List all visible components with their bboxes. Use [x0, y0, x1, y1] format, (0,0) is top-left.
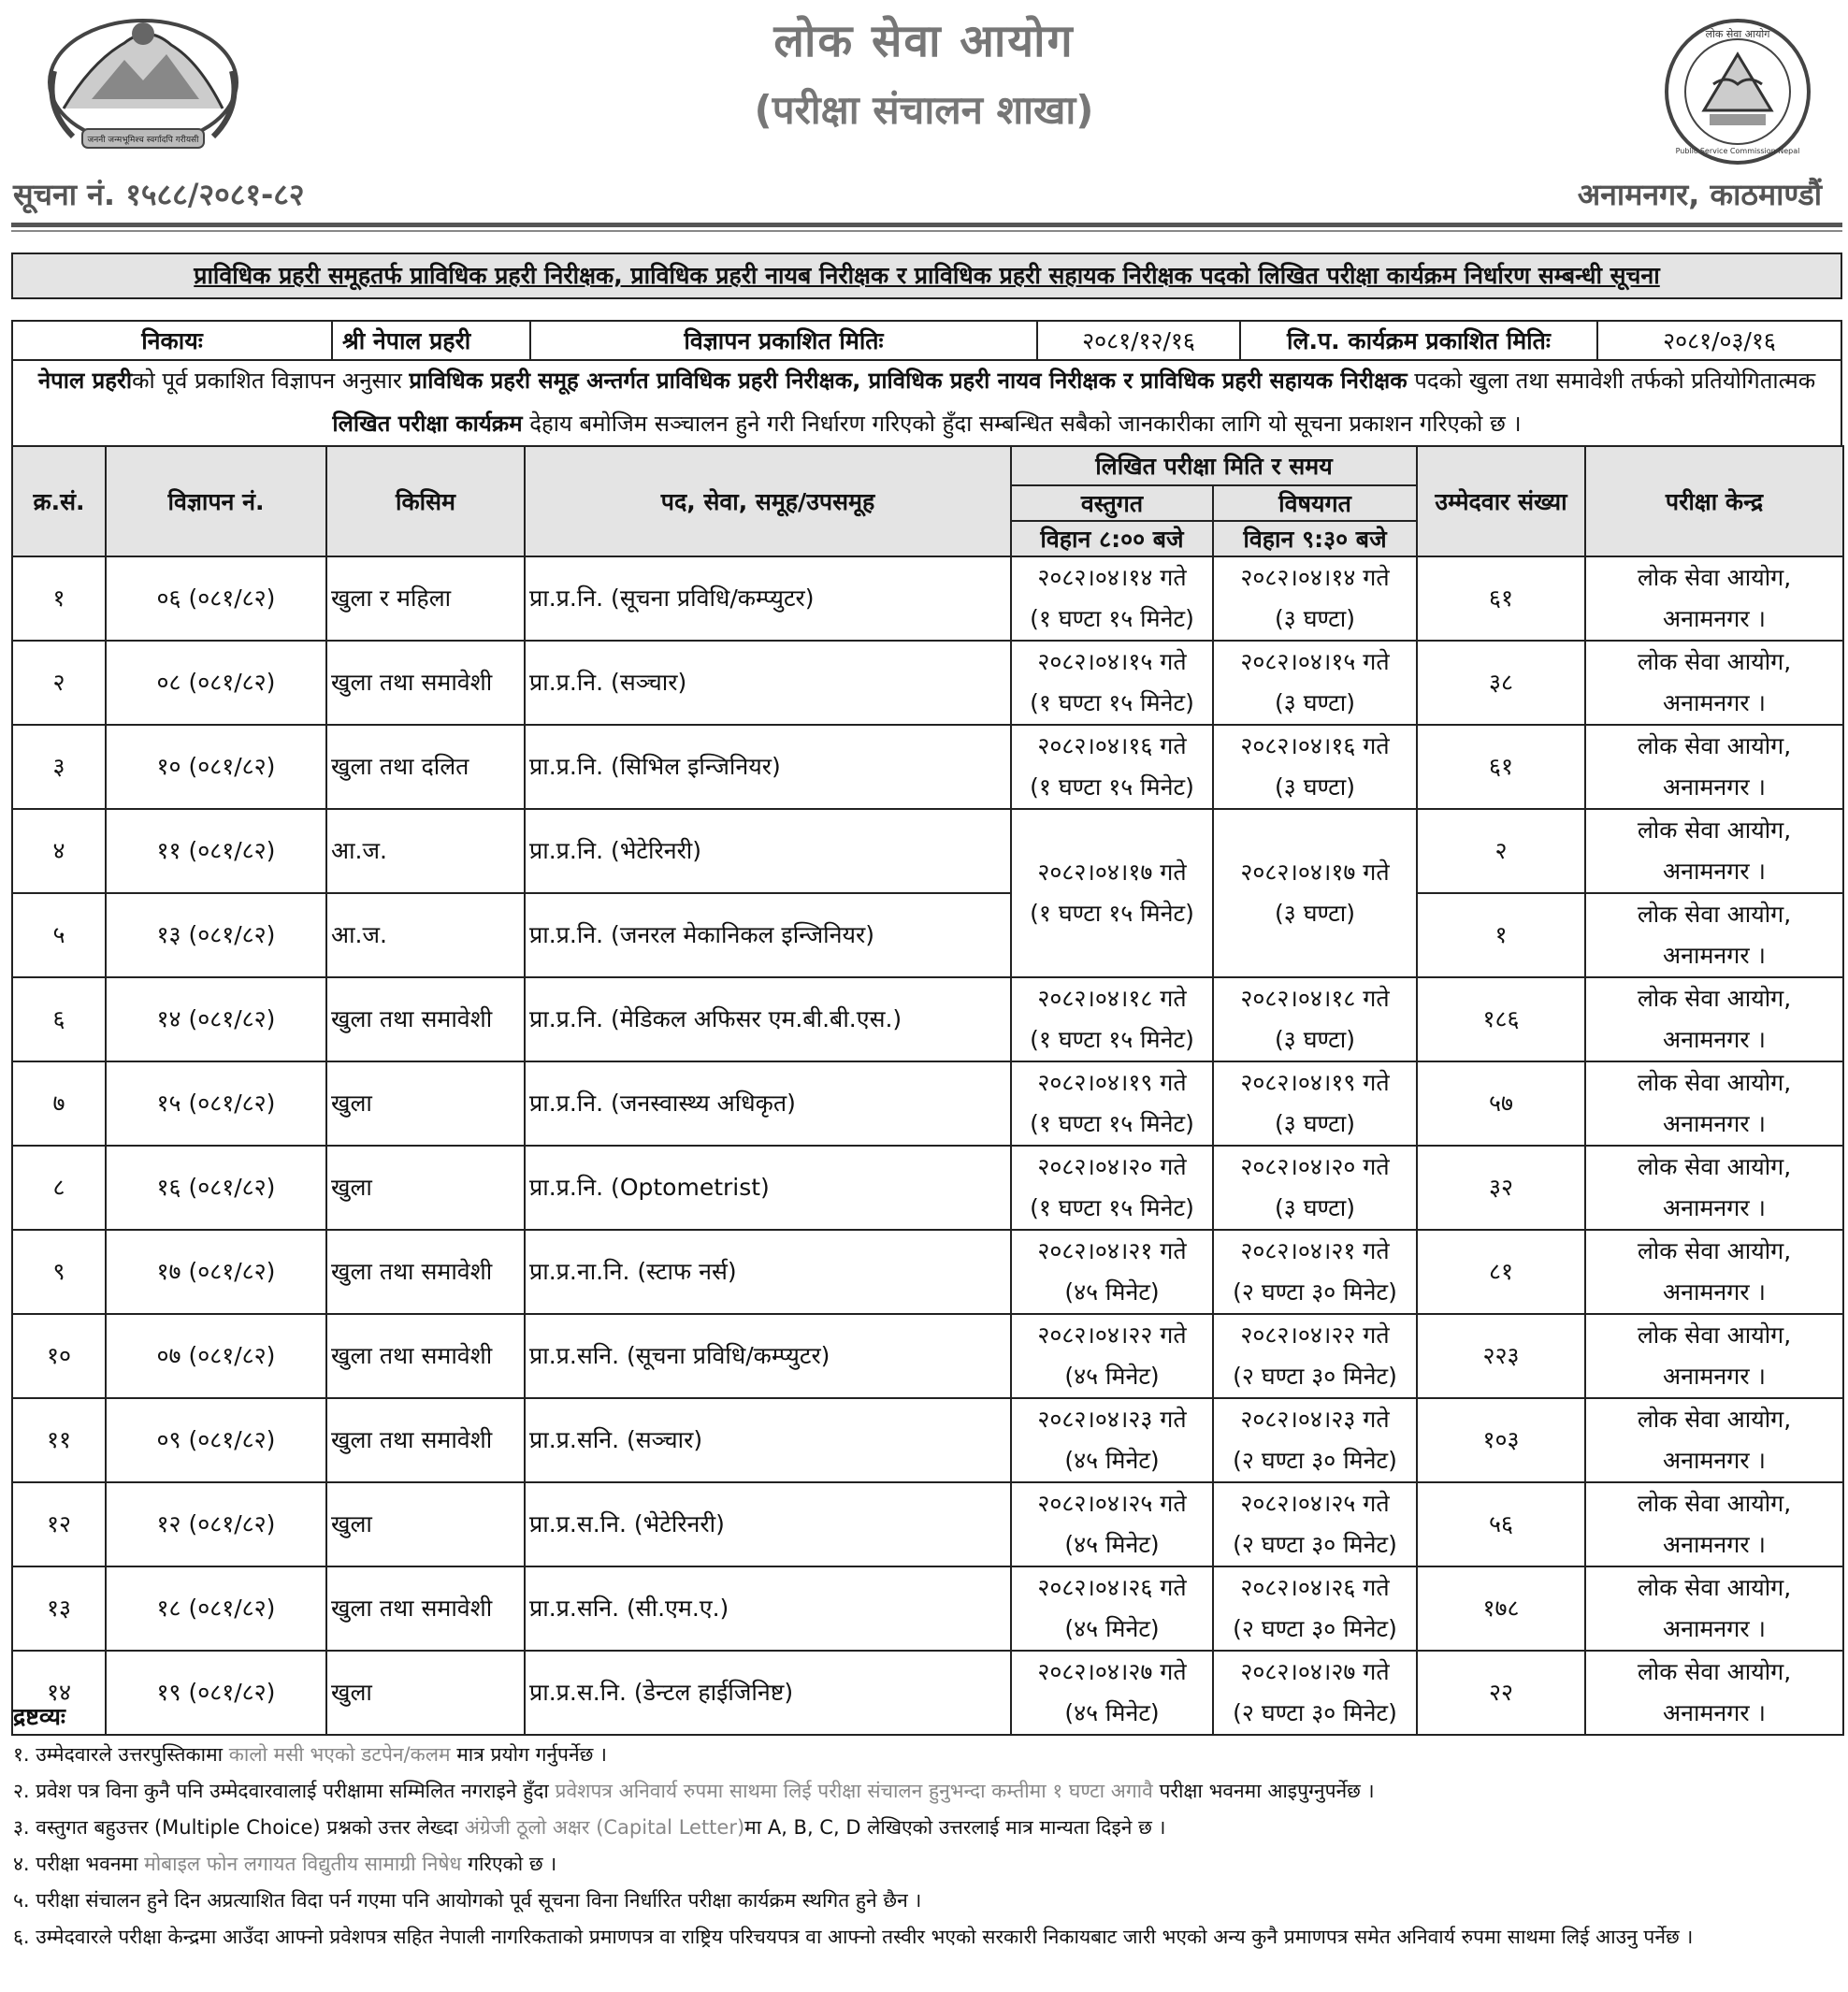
table-row [12, 1230, 1843, 1314]
row-objective [1011, 556, 1213, 641]
subjective-duration: (३ घण्टा) [1275, 900, 1355, 927]
header-type: किसिम [326, 446, 525, 556]
row-type: आ.ज. [326, 809, 525, 893]
center-name: लोक सेवा आयोग, [1637, 1406, 1792, 1433]
row-center [1585, 1061, 1843, 1146]
header-candidates: उम्मेदवार संख्या [1417, 446, 1585, 556]
row-center [1585, 1314, 1843, 1398]
center-place: अनामनगर । [1663, 1110, 1767, 1137]
header-subjective-time: विहान ९:३० बजे [1213, 521, 1417, 556]
subjective-date: २०८२।०४।२१ गते [1240, 1237, 1390, 1264]
table-row [12, 556, 1843, 641]
note-item [13, 1846, 1837, 1883]
exam-schedule-table [11, 445, 1844, 1736]
notice-number: सूचना नं. १५८८/२०८१-८२ [13, 177, 305, 212]
row-candidates: १८६ [1417, 977, 1585, 1061]
objective-date: २०८२।०४।२३ गते [1037, 1406, 1187, 1433]
body-value: श्री नेपाल प्रहरी [332, 321, 530, 360]
center-place: अनामनगर । [1663, 1699, 1767, 1726]
objective-date: २०८२।०४।२६ गते [1037, 1574, 1187, 1601]
objective-duration: (४५ मिनेट) [1064, 1531, 1160, 1558]
row-ad-no: १९ (०८१/८२) [106, 1651, 326, 1735]
row-type: खुला तथा समावेशी [326, 641, 525, 725]
intro-posts: प्राविधिक प्रहरी समूह अन्तर्गत प्राविधिक प्रहरी निरीक्षक, प्राविधिक प्रहरी नायव निरीक्षक र प्राविधिक प्रहरी सहायक निरीक्षक [409, 368, 1408, 394]
objective-duration: (१ घण्टा १५ मिनेट) [1030, 1110, 1194, 1137]
table-row [12, 641, 1843, 725]
row-subjective [1213, 1314, 1417, 1398]
header-objective: वस्तुगत [1011, 485, 1213, 521]
row-sn: ११ [12, 1398, 106, 1482]
row-objective [1011, 725, 1213, 809]
subjective-date: २०८२।०४।१६ गते [1240, 732, 1390, 759]
row-post: प्रा.प्र.सनि. (सूचना प्रविधि/कम्प्युटर) [525, 1314, 1011, 1398]
row-sn: ७ [12, 1061, 106, 1146]
row-post: प्रा.प्र.स.नि. (भेटेरिनरी) [525, 1482, 1011, 1566]
row-candidates: १७८ [1417, 1566, 1585, 1651]
note-text: मा A, B, C, D लेखिएको उत्तरलाई मात्र मान्यता दिइने छ । [744, 1816, 1166, 1839]
row-post: प्रा.प्र.नि. (जनस्वास्थ्य अधिकृत) [525, 1061, 1011, 1146]
objective-date: २०८२।०४।२० गते [1037, 1153, 1187, 1180]
row-sn: ४ [12, 809, 106, 893]
table-row [12, 725, 1843, 809]
header-center: परीक्षा केन्द्र [1585, 446, 1843, 556]
row-candidates: ६१ [1417, 725, 1585, 809]
program-date-value: २०८१/०३/१६ [1597, 321, 1841, 360]
notes-heading: द्रष्टव्यः [13, 1703, 65, 1730]
row-post: प्रा.प्र.ना.नि. (स्टाफ नर्स) [525, 1230, 1011, 1314]
subjective-duration: (३ घण्टा) [1275, 1194, 1355, 1221]
row-post: प्रा.प्र.नि. (जनरल मेकानिकल इन्जिनियर) [525, 893, 1011, 977]
center-name: लोक सेवा आयोग, [1637, 985, 1792, 1012]
row-type: खुला [326, 1651, 525, 1735]
objective-duration: (१ घण्टा १५ मिनेट) [1030, 1194, 1194, 1221]
header-ad-no: विज्ञापन नं. [106, 446, 326, 556]
table-row [12, 1146, 1843, 1230]
center-name: लोक सेवा आयोग, [1637, 1658, 1792, 1685]
center-place: अनामनगर । [1663, 1531, 1767, 1558]
row-candidates: ५७ [1417, 1061, 1585, 1146]
header-objective-time: विहान ८:०० बजे [1011, 521, 1213, 556]
row-post: प्रा.प्र.नि. (सूचना प्रविधि/कम्प्युटर) [525, 556, 1011, 641]
center-name: लोक सेवा आयोग, [1637, 1574, 1792, 1601]
row-ad-no: १८ (०८१/८२) [106, 1566, 326, 1651]
note-text: ३. वस्तुगत बहुउत्तर (Multiple Choice) प्रश्नको उत्तर लेख्दा [13, 1816, 465, 1839]
row-sn: ३ [12, 725, 106, 809]
row-type: खुला तथा समावेशी [326, 1314, 525, 1398]
row-ad-no: १४ (०८१/८२) [106, 977, 326, 1061]
center-place: अनामनगर । [1663, 1278, 1767, 1306]
note-text: गरिएको छ । [461, 1853, 557, 1875]
ad-date-label: विज्ञापन प्रकाशित मितिः [530, 321, 1037, 360]
center-place: अनामनगर । [1663, 1615, 1767, 1642]
center-name: लोक सेवा आयोग, [1637, 1321, 1792, 1349]
center-name: लोक सेवा आयोग, [1637, 901, 1792, 928]
subjective-duration: (२ घण्टा ३० मिनेट) [1233, 1363, 1397, 1390]
row-ad-no: १३ (०८१/८२) [106, 893, 326, 977]
objective-date: २०८२।०४।१७ गते [1037, 859, 1187, 886]
objective-duration: (१ घण्टा १५ मिनेट) [1030, 689, 1194, 716]
notice-subject: प्राविधिक प्रहरी समूहतर्फ प्राविधिक प्रहरी निरीक्षक, प्राविधिक प्रहरी नायब निरीक्षक र प्राविधिक प्रहरी सहायक निरीक्षक पदको लिखित परीक्षा कार्यक्रम निर्धारण सम्बन्धी सूचना [11, 253, 1842, 299]
psc-seal-icon [1661, 17, 1814, 166]
subjective-date: २०८२।०४।२७ गते [1240, 1658, 1390, 1685]
center-place: अनामनगर । [1663, 1194, 1767, 1221]
row-objective [1011, 1146, 1213, 1230]
notice-info-table [11, 320, 1842, 361]
subjective-duration: (२ घण्टा ३० मिनेट) [1233, 1447, 1397, 1474]
table-row [12, 1482, 1843, 1566]
center-place: अनामनगर । [1663, 1026, 1767, 1053]
row-objective [1011, 809, 1213, 977]
objective-duration: (४५ मिनेट) [1064, 1699, 1160, 1726]
table-row [12, 1398, 1843, 1482]
center-name: लोक सेवा आयोग, [1637, 1069, 1792, 1096]
row-candidates: ३८ [1417, 641, 1585, 725]
row-type: खुला तथा दलित [326, 725, 525, 809]
row-sn: १० [12, 1314, 106, 1398]
svg-text:Public Service Commission Nepa: Public Service Commission Nepal [1675, 147, 1800, 155]
intro-program: लिखित परीक्षा कार्यक्रम [332, 411, 523, 437]
row-center [1585, 1398, 1843, 1482]
subjective-duration: (३ घण्टा) [1275, 689, 1355, 716]
subjective-duration: (२ घण्टा ३० मिनेट) [1233, 1278, 1397, 1306]
row-objective [1011, 1061, 1213, 1146]
row-subjective [1213, 1146, 1417, 1230]
note-item [13, 1737, 1837, 1773]
row-type: खुला र महिला [326, 556, 525, 641]
row-subjective [1213, 725, 1417, 809]
row-candidates: ६१ [1417, 556, 1585, 641]
subjective-date: २०८२।०४।२३ गते [1240, 1406, 1390, 1433]
row-subjective [1213, 1482, 1417, 1566]
row-post: प्रा.प्र.स.नि. (डेन्टल हाईजिनिष्ट) [525, 1651, 1011, 1735]
subjective-duration: (३ घण्टा) [1275, 605, 1355, 632]
subjective-date: २०८२।०४।१८ गते [1240, 985, 1390, 1012]
row-subjective [1213, 556, 1417, 641]
subjective-date: २०८२।०४।२२ गते [1240, 1321, 1390, 1349]
center-name: लोक सेवा आयोग, [1637, 564, 1792, 591]
row-post: प्रा.प्र.सनि. (सी.एम.ए.) [525, 1566, 1011, 1651]
row-ad-no: १७ (०८१/८२) [106, 1230, 326, 1314]
table-row [12, 977, 1843, 1061]
row-center [1585, 893, 1843, 977]
row-sn: १३ [12, 1566, 106, 1651]
program-date-label: लि.प. कार्यक्रम प्रकाशित मितिः [1240, 321, 1597, 360]
center-place: अनामनगर । [1663, 1363, 1767, 1390]
row-candidates: ५६ [1417, 1482, 1585, 1566]
note-item: ५. परीक्षा संचालन हुने दिन अप्रत्याशित विदा पर्न गएमा पनि आयोगको पूर्व सूचना विना निर्धारित परीक्षा कार्यक्रम स्थगित हुने छैन । [13, 1889, 922, 1912]
row-post: प्रा.प्र.नि. (सिभिल इन्जिनियर) [525, 725, 1011, 809]
row-candidates: १ [1417, 893, 1585, 977]
subjective-duration: (३ घण्टा) [1275, 1026, 1355, 1053]
objective-date: २०८२।०४।१८ गते [1037, 985, 1187, 1012]
row-center [1585, 1566, 1843, 1651]
row-subjective [1213, 1398, 1417, 1482]
center-name: लोक सेवा आयोग, [1637, 648, 1792, 675]
row-subjective [1213, 1230, 1417, 1314]
row-post: प्रा.प्र.नि. (मेडिकल अफिसर एम.बी.बी.एस.) [525, 977, 1011, 1061]
objective-duration: (४५ मिनेट) [1064, 1363, 1160, 1390]
row-center [1585, 1230, 1843, 1314]
row-objective [1011, 641, 1213, 725]
header-exam-datetime: लिखित परीक्षा मिति र समय [1011, 446, 1417, 485]
header-post: पद, सेवा, समूह/उपसमूह [525, 446, 1011, 556]
row-subjective [1213, 1566, 1417, 1651]
row-post: प्रा.प्र.नि. (सञ्चार) [525, 641, 1011, 725]
subjective-date: २०८२।०४।२५ गते [1240, 1490, 1390, 1517]
header-sn: क्र.सं. [12, 446, 106, 556]
row-objective [1011, 1314, 1213, 1398]
objective-date: २०८२।०४।२१ गते [1037, 1237, 1187, 1264]
row-sn: १४ [12, 1651, 106, 1735]
row-sn: ९ [12, 1230, 106, 1314]
row-type: खुला तथा समावेशी [326, 1230, 525, 1314]
center-name: लोक सेवा आयोग, [1637, 816, 1792, 844]
note-text: १. उम्मेदवारले उत्तरपुस्तिकामा [13, 1743, 229, 1766]
row-sn: ६ [12, 977, 106, 1061]
note-item: ६. उम्मेदवारले परीक्षा केन्द्रमा आउँदा आफ्नो प्रवेशपत्र सहित नेपाली नागरिकताको प्रमाणपत्र वा राष्ट्रिय परिचयपत्र वा आफ्नो तस्वीर भएको सरकारी निकायबाट जारी भएको अन्य कुनै प्रमाणपत्र समेत अनिवार्य रुपमा साथमा लिई आउनु पर्नेछ । [13, 1926, 1694, 1948]
subjective-duration: (३ घण्टा) [1275, 773, 1355, 801]
objective-date: २०८२।०४।२५ गते [1037, 1490, 1187, 1517]
subjective-duration: (३ घण्टा) [1275, 1110, 1355, 1137]
row-ad-no: १५ (०८१/८२) [106, 1061, 326, 1146]
note-emphasis: मोबाइल फोन लगायत विद्युतीय सामाग्री निषेध [144, 1853, 462, 1875]
row-center [1585, 1482, 1843, 1566]
row-objective [1011, 977, 1213, 1061]
table-row [12, 809, 1843, 893]
row-center [1585, 641, 1843, 725]
subjective-duration: (२ घण्टा ३० मिनेट) [1233, 1615, 1397, 1642]
row-type: खुला तथा समावेशी [326, 1398, 525, 1482]
objective-duration: (१ घण्टा १५ मिनेट) [1030, 1026, 1194, 1053]
row-type: खुला [326, 1146, 525, 1230]
note-text: २. प्रवेश पत्र विना कुनै पनि उम्मेदवारवालाई परीक्षामा सम्मिलित नगराइने हुँदा [13, 1780, 556, 1802]
objective-date: २०८२।०४।१६ गते [1037, 732, 1187, 759]
center-name: लोक सेवा आयोग, [1637, 1153, 1792, 1180]
note-emphasis: कालो मसी भएको डटपेन/कलम [228, 1743, 451, 1766]
notice-intro [11, 359, 1842, 447]
row-subjective [1213, 977, 1417, 1061]
objective-date: २०८२।०४।१९ गते [1037, 1069, 1187, 1096]
center-name: लोक सेवा आयोग, [1637, 1490, 1792, 1517]
header-divider [11, 223, 1842, 227]
notes-section [13, 1698, 1837, 1956]
note-item [13, 1810, 1837, 1846]
center-place: अनामनगर । [1663, 1447, 1767, 1474]
row-objective [1011, 1230, 1213, 1314]
intro-text-3: देहाय बमोजिम सञ्चालन हुने गरी निर्धारण गरिएको हुँदा सम्बन्धित सबैको जानकारीका लागि यो सूचना प्रकाशन गरिएको छ । [522, 411, 1522, 437]
header-subjective: विषयगत [1213, 485, 1417, 521]
center-place: अनामनगर । [1663, 858, 1767, 885]
row-ad-no: ०६ (०८१/८२) [106, 556, 326, 641]
objective-duration: (४५ मिनेट) [1064, 1278, 1160, 1306]
row-ad-no: ०७ (०८१/८२) [106, 1314, 326, 1398]
row-objective [1011, 1482, 1213, 1566]
objective-duration: (४५ मिनेट) [1064, 1447, 1160, 1474]
subjective-date: २०८२।०४।२६ गते [1240, 1574, 1390, 1601]
row-post: प्रा.प्र.नि. (भेटेरिनरी) [525, 809, 1011, 893]
row-sn: १ [12, 556, 106, 641]
note-item [13, 1773, 1837, 1810]
note-emphasis: अंग्रेजी ठूलो अक्षर (Capital Letter) [464, 1816, 745, 1839]
subjective-date: २०८२।०४।१९ गते [1240, 1069, 1390, 1096]
ad-date-value: २०८१/१२/१६ [1037, 321, 1240, 360]
intro-text-1: को पूर्व प्रकाशित विज्ञापन अनुसार [132, 368, 410, 394]
row-subjective [1213, 1061, 1417, 1146]
row-post: प्रा.प्र.सनि. (सञ्चार) [525, 1398, 1011, 1482]
page-subtitle: (परीक्षा संचालन शाखा) [754, 87, 1094, 133]
objective-date: २०८२।०४।१५ गते [1037, 648, 1187, 675]
table-row [12, 1566, 1843, 1651]
row-post: प्रा.प्र.नि. (Optometrist) [525, 1146, 1011, 1230]
objective-date: २०८२।०४।२७ गते [1037, 1658, 1187, 1685]
row-center [1585, 809, 1843, 893]
subjective-date: २०८२।०४।१७ गते [1240, 859, 1390, 886]
body-label: निकायः [12, 321, 332, 360]
center-name: लोक सेवा आयोग, [1637, 1237, 1792, 1264]
row-candidates: २ [1417, 809, 1585, 893]
table-row [12, 1314, 1843, 1398]
svg-text:जननी जन्मभूमिश्च स्वर्गादपि गर: जननी जन्मभूमिश्च स्वर्गादपि गरीयसी [87, 136, 199, 145]
table-row [12, 893, 1843, 977]
row-candidates: १०३ [1417, 1398, 1585, 1482]
subjective-date: २०८२।०४।१५ गते [1240, 648, 1390, 675]
intro-body: नेपाल प्रहरी [37, 368, 133, 394]
row-center [1585, 556, 1843, 641]
row-type: खुला [326, 1061, 525, 1146]
row-ad-no: ११ (०८१/८२) [106, 809, 326, 893]
center-place: अनामनगर । [1663, 773, 1767, 801]
subjective-duration: (२ घण्टा ३० मिनेट) [1233, 1531, 1397, 1558]
office-location: अनामनगर, काठमाण्डौं [1577, 177, 1822, 212]
objective-duration: (१ घण्टा १५ मिनेट) [1030, 605, 1194, 632]
row-ad-no: १० (०८१/८२) [106, 725, 326, 809]
note-text: ४. परीक्षा भवनमा [13, 1853, 145, 1875]
row-sn: ५ [12, 893, 106, 977]
center-place: अनामनगर । [1663, 942, 1767, 969]
row-candidates: २२३ [1417, 1314, 1585, 1398]
row-subjective [1213, 809, 1417, 977]
center-place: अनामनगर । [1663, 689, 1767, 716]
objective-duration: (४५ मिनेट) [1064, 1615, 1160, 1642]
objective-duration: (१ घण्टा १५ मिनेट) [1030, 900, 1194, 927]
row-ad-no: १२ (०८१/८२) [106, 1482, 326, 1566]
note-text: परीक्षा भवनमा आइपुग्नुपर्नेछ । [1152, 1780, 1375, 1802]
row-candidates: ३२ [1417, 1146, 1585, 1230]
row-type: खुला तथा समावेशी [326, 1566, 525, 1651]
subjective-duration: (२ घण्टा ३० मिनेट) [1233, 1699, 1397, 1726]
row-type: खुला तथा समावेशी [326, 977, 525, 1061]
row-ad-no: १६ (०८१/८२) [106, 1146, 326, 1230]
svg-text:लोक सेवा आयोग: लोक सेवा आयोग [1705, 28, 1770, 40]
objective-duration: (१ घण्टा १५ मिनेट) [1030, 773, 1194, 801]
subjective-date: २०८२।०४।१४ गते [1240, 564, 1390, 591]
objective-date: २०८२।०४।१४ गते [1037, 564, 1187, 591]
center-name: लोक सेवा आयोग, [1637, 732, 1792, 759]
row-objective [1011, 1398, 1213, 1482]
row-center [1585, 977, 1843, 1061]
row-candidates: २२ [1417, 1651, 1585, 1735]
note-emphasis: प्रवेशपत्र अनिवार्य रुपमा साथमा लिई परीक्षा संचालन हुनुभन्दा कम्तीमा १ घण्टा अगावै [555, 1780, 1153, 1802]
row-sn: २ [12, 641, 106, 725]
row-type: आ.ज. [326, 893, 525, 977]
row-center [1585, 725, 1843, 809]
row-type: खुला [326, 1482, 525, 1566]
row-ad-no: ०९ (०८१/८२) [106, 1398, 326, 1482]
row-ad-no: ०८ (०८१/८२) [106, 641, 326, 725]
intro-text-2: पदको खुला तथा समावेशी तर्फको प्रतियोगितात्मक [1407, 368, 1816, 394]
row-candidates: ८१ [1417, 1230, 1585, 1314]
row-center [1585, 1146, 1843, 1230]
header-divider-thin [11, 230, 1842, 232]
row-subjective [1213, 641, 1417, 725]
objective-date: २०८२।०४।२२ गते [1037, 1321, 1187, 1349]
table-row [12, 1061, 1843, 1146]
subjective-date: २०८२।०४।२० गते [1240, 1153, 1390, 1180]
row-objective [1011, 1566, 1213, 1651]
center-place: अनामनगर । [1663, 605, 1767, 632]
row-sn: १२ [12, 1482, 106, 1566]
note-text: मात्र प्रयोग गर्नुपर्नेछ । [450, 1743, 607, 1766]
row-sn: ८ [12, 1146, 106, 1230]
page-title: लोक सेवा आयोग [773, 15, 1075, 67]
